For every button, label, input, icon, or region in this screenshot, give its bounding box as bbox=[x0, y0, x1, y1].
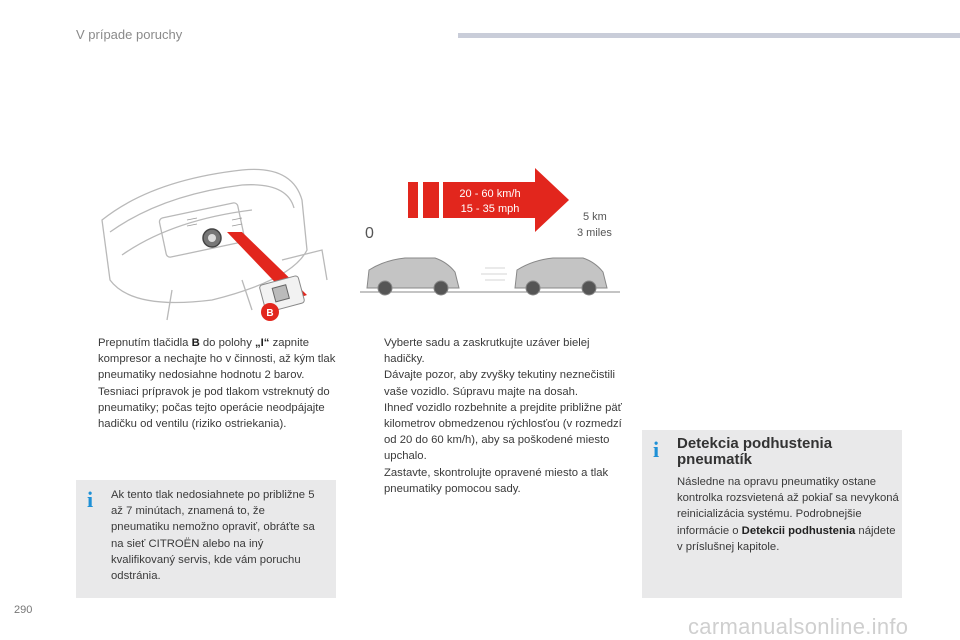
page-number: 290 bbox=[14, 604, 33, 616]
list-item bbox=[76, 335, 342, 432]
watermark: carmanualsonline.info bbox=[688, 614, 909, 639]
instructions-column-1 bbox=[76, 335, 342, 432]
list-item: Zastavte, skontrolujte opravené miesto a tlak pneumatiky pomocou sady. bbox=[362, 465, 630, 497]
header-bar bbox=[458, 33, 960, 38]
distance-miles: 3 miles bbox=[577, 227, 612, 239]
instruction-paragraph: Prepnutím tlačidla B do polohy „I“ zapnite kompresor a nechajte ho v činnosti, až kým tlak pneumatiky nedosiahne hodnotu 2 barov. bbox=[98, 337, 336, 382]
info-text: Následne na opravu pneumatiky ostane kontrolka rozsvietená až pokiaľ sa nevykoná reinicializácia systému. Podrobnejšie informácie o Detekcii podhustenia nájdete v príslušnej kapitole. bbox=[677, 476, 899, 553]
info-box-title: Detekcia podhustenia pneumatík bbox=[677, 435, 833, 468]
instruction-paragraph: Tesniaci prípravok je pod tlakom vstreknutý do pneumatiky; počas tejto operácie neodpájajte hadičku od ventilu (riziko ostriekania). bbox=[98, 385, 330, 431]
car-moving-icon bbox=[515, 258, 607, 295]
callout-b-label: B bbox=[266, 308, 274, 319]
bullet-icon bbox=[76, 335, 98, 432]
speed-mph: 15 - 35 mph bbox=[460, 203, 520, 215]
list-item: Ihneď vozidlo rozbehnite a prejdite približne päť kilometrov obmedzenou rýchlosťou (v rozmedzí od 20 do 60 km/h), aby sa poškodené miesto upchalo. bbox=[362, 400, 630, 465]
speed-kmh: 20 - 60 km/h bbox=[459, 188, 521, 200]
info-box-underinflation bbox=[642, 430, 902, 598]
compressor-illustration bbox=[92, 160, 332, 330]
info-text: Ak tento tlak nedosiahnete po približne 5 až 7 minútach, znamená to, že pneumatiku nemožno opraviť, obráťte sa na sieť CITROËN alebo na iný kvalifikovaný servis, kde vám poruchu odstránia. bbox=[111, 489, 315, 583]
car-start-icon bbox=[367, 258, 459, 295]
info-box-pressure bbox=[76, 480, 336, 598]
driving-illustration bbox=[355, 160, 625, 300]
bullet-icon bbox=[362, 465, 384, 497]
start-label: 0 bbox=[365, 225, 374, 242]
info-icon: i bbox=[653, 437, 660, 462]
bullet-icon bbox=[362, 335, 384, 400]
bullet-icon bbox=[362, 400, 384, 465]
info-icon: i bbox=[87, 487, 94, 512]
page-header-title: V prípade poruchy bbox=[76, 27, 183, 42]
list-item: Vyberte sadu a zaskrutkujte uzáver bielej hadičky. Dávajte pozor, aby zvyšky tekutiny neznečistili vaše vozidlo. Súpravu majte na dosah. bbox=[362, 335, 630, 400]
distance-km: 5 km bbox=[583, 211, 607, 223]
instructions-column-2 bbox=[362, 335, 630, 497]
speed-arrow-icon bbox=[443, 168, 569, 232]
